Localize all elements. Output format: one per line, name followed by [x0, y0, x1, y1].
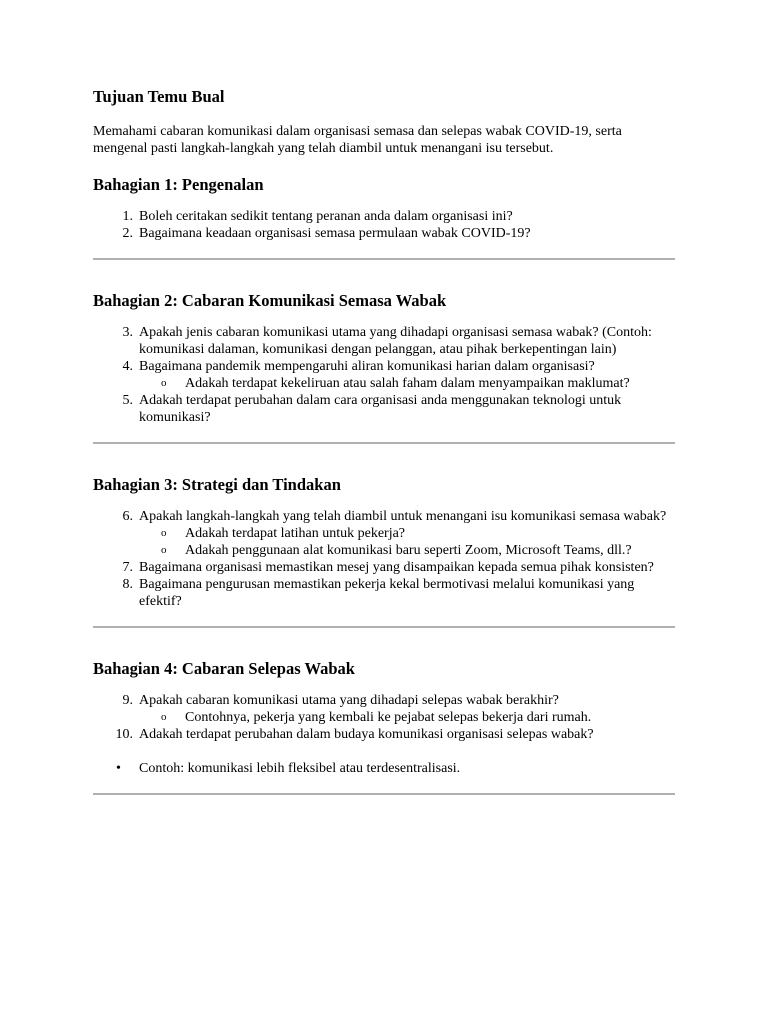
section-heading: Bahagian 1: Pengenalan	[93, 175, 264, 194]
sub-bullet-marker: o	[161, 544, 167, 556]
sub-bullet-marker: o	[161, 527, 167, 539]
item-text: Apakah cabaran komunikasi utama yang dihadapi selepas wabak berakhir?	[139, 693, 559, 708]
item-number: 10.	[115, 727, 133, 742]
item-text: Bagaimana pengurusan memastikan pekerja kekal bermotivasi melalui komunikasi yang efektif?	[139, 577, 635, 609]
list-item	[93, 392, 675, 426]
item-number: 3.	[122, 325, 133, 340]
list-item	[93, 576, 675, 610]
list-item	[93, 508, 675, 559]
section-heading: Bahagian 4: Cabaran Selepas Wabak	[93, 659, 355, 678]
list-item	[93, 208, 675, 225]
page-title: Tujuan Temu Bual	[93, 87, 225, 106]
sub-list	[139, 709, 675, 726]
question-list	[93, 324, 675, 426]
sub-bullet-marker: o	[161, 377, 167, 389]
item-number: 8.	[122, 577, 133, 592]
sub-list-item	[139, 542, 675, 559]
intro-paragraph: Memahami cabaran komunikasi dalam organisasi semasa dan selepas wabak COVID-19, serta mengenal pasti langkah-langkah yang telah diambil untuk menangani isu tersebut.	[93, 124, 622, 156]
sub-item-text: Adakah penggunaan alat komunikasi baru seperti Zoom, Microsoft Teams, dll.?	[185, 543, 632, 558]
sub-list	[139, 525, 675, 559]
list-item	[93, 692, 675, 726]
horizontal-divider	[93, 793, 675, 795]
section-heading: Bahagian 3: Strategi dan Tindakan	[93, 475, 341, 494]
sub-item-text: Adakah terdapat kekeliruan atau salah faham dalam menyampaikan maklumat?	[185, 376, 630, 391]
item-number: 1.	[122, 209, 133, 224]
sub-list-item	[139, 375, 675, 392]
item-text: Bagaimana keadaan organisasi semasa permulaan wabak COVID-19?	[139, 226, 531, 241]
sub-list	[139, 375, 675, 392]
sub-list-item	[139, 525, 675, 542]
item-number: 4.	[122, 359, 133, 374]
section-heading: Bahagian 2: Cabaran Komunikasi Semasa Wabak	[93, 291, 447, 310]
item-text: Apakah jenis cabaran komunikasi utama yang dihadapi organisasi semasa wabak? (Contoh: komunikasi dalaman, komunikasi dengan pelanggan, atau pihak berkepentingan lain)	[139, 325, 652, 357]
sub-item-text: Adakah terdapat latihan untuk pekerja?	[185, 526, 406, 541]
list-item	[93, 559, 675, 576]
item-text: Boleh ceritakan sedikit tentang peranan anda dalam organisasi ini?	[139, 209, 513, 224]
question-list	[93, 208, 675, 242]
bullet-list	[93, 760, 675, 777]
bullet-list-item	[93, 760, 675, 777]
item-text: Adakah terdapat perubahan dalam budaya komunikasi organisasi selepas wabak?	[139, 727, 594, 742]
list-item	[93, 726, 675, 743]
sub-item-text: Contohnya, pekerja yang kembali ke pejabat selepas bekerja dari rumah.	[185, 710, 592, 725]
item-number: 6.	[122, 509, 133, 524]
item-text: Bagaimana organisasi memastikan mesej yang disampaikan kepada semua pihak konsisten?	[139, 560, 654, 575]
sub-bullet-marker: o	[161, 711, 167, 723]
bullet-marker: •	[116, 761, 121, 776]
document-body	[93, 86, 675, 795]
item-number: 7.	[122, 560, 133, 575]
item-text: Apakah langkah-langkah yang telah diambil untuk menangani isu komunikasi semasa wabak?	[139, 509, 667, 524]
item-number: 2.	[122, 226, 133, 241]
item-number: 9.	[122, 693, 133, 708]
list-item	[93, 358, 675, 392]
item-text: Adakah terdapat perubahan dalam cara organisasi anda menggunakan teknologi untuk komunikasi?	[139, 393, 622, 425]
list-item	[93, 324, 675, 358]
item-number: 5.	[122, 393, 133, 408]
sub-list-item	[139, 709, 675, 726]
item-text: Bagaimana pandemik mempengaruhi aliran komunikasi harian dalam organisasi?	[139, 359, 595, 374]
question-list	[93, 692, 675, 743]
list-item	[93, 225, 675, 242]
bullet-text: Contoh: komunikasi lebih fleksibel atau terdesentralisasi.	[139, 761, 461, 776]
question-list	[93, 508, 675, 610]
